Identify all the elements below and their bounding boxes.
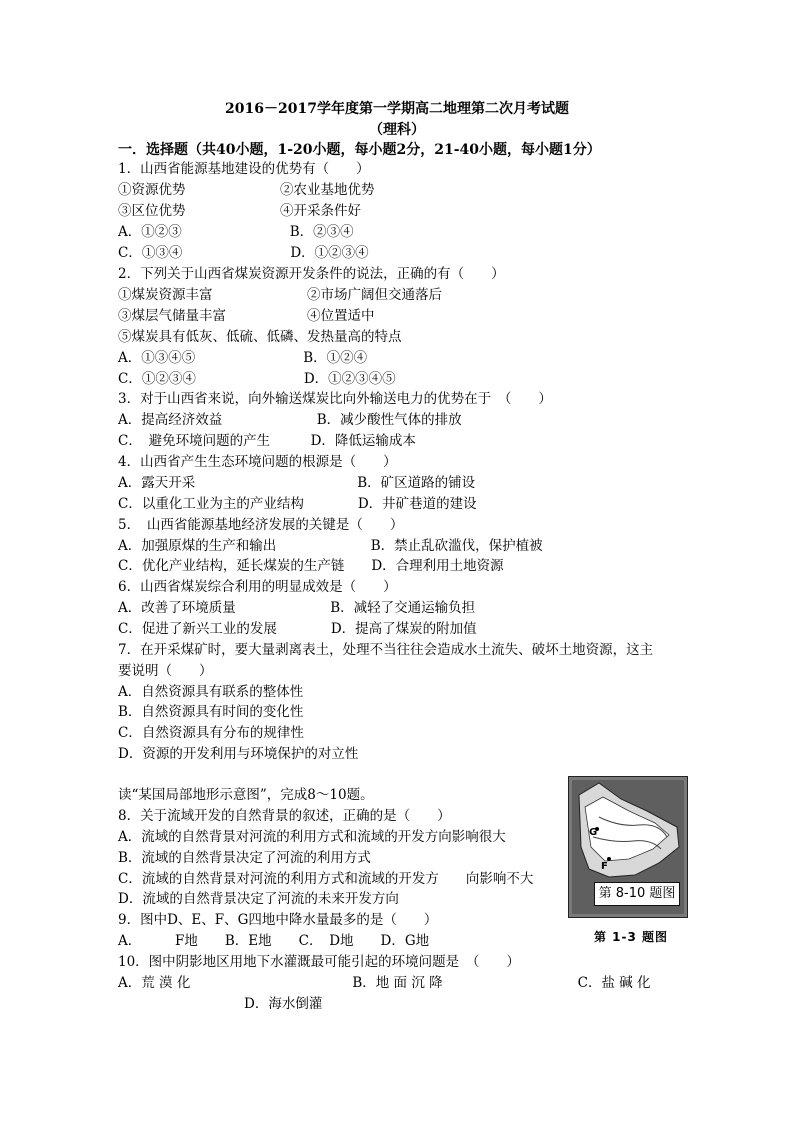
answer-line: C．以重化工业为主的产业结构 D．井矿巷道的建设 xyxy=(118,496,477,512)
question-7: 7．在开采煤矿时，要大量剥离表土，处理不当往往会造成水土流失、破坏土地资源，这主 xyxy=(118,642,654,658)
section-heading: 一．选择题（共40小题，1-20小题，每小题2分，21-40小题，每小题1分） xyxy=(118,142,601,158)
answer-line: B．流域的自然背景决定了河流的利用方式 xyxy=(118,850,371,866)
question-2: 2．下列关于山西省煤炭资源开发条件的说法，正确的有（ ） xyxy=(118,266,505,282)
question-9: 9．图中D、E、F、G四地中降水量最多的是（ ） xyxy=(118,912,438,928)
answer-line: A．①③④⑤ B．①②④ xyxy=(118,350,368,366)
answer-line: A．露天开采 B．矿区道路的铺设 xyxy=(118,475,476,491)
answer-line: C． 避免环境问题的产生 D．降低运输成本 xyxy=(118,433,416,449)
answer-line: D．海水倒灌 xyxy=(244,996,323,1012)
answer-line: C．流域的自然背景对河流的利用方式和流域的开发方 向影响不大 xyxy=(118,871,534,887)
page-title: 2016－2017学年度第一学期高二地理第二次月考试题 xyxy=(225,101,569,117)
question-1: 1．山西省能源基地建设的优势有（ ） xyxy=(118,161,370,177)
point-label-f: F xyxy=(601,861,608,872)
answer-line: C．优化产业结构，延长煤炭的生产链 D．合理利用土地资源 xyxy=(118,558,504,574)
reading-instruction: 读“某国局部地形示意图”，完成8～10题。 xyxy=(118,787,374,803)
option-line: ①资源优势 ②农业基地优势 xyxy=(118,182,375,198)
answer-line: A．自然资源具有联系的整体性 xyxy=(118,684,304,700)
option-line: ①煤炭资源丰富 ②市场广阔但交通落后 xyxy=(118,287,442,303)
answer-line: A．改善了环境质量 B．减轻了交通运输负担 xyxy=(118,600,476,616)
question-8: 8．关于流域开发的自然背景的叙述，正确的是（ ） xyxy=(118,808,451,824)
point-label-g: G xyxy=(589,827,598,838)
option-line: ③煤层气储量丰富 ④位置适中 xyxy=(118,308,375,324)
answer-line: B．自然资源具有时间的变化性 xyxy=(118,704,304,720)
figure-sub-caption: 第 1-3 题图 xyxy=(594,930,669,944)
answer-line: C．自然资源具有分布的规律性 xyxy=(118,725,304,741)
answer-line: C．①③④ D．①②③④ xyxy=(118,245,369,261)
answer-line: A．流域的自然背景对河流的利用方式和流域的开发方向影响很大 xyxy=(118,829,506,845)
answer-line: A．荒 漠 化 B．地 面 沉 降 C．盐 碱 化 xyxy=(118,975,651,991)
question-7-cont: 要说明（ ） xyxy=(118,663,213,679)
answer-line: D．资源的开发利用与环境保护的对立性 xyxy=(118,746,359,762)
answer-line: A．提高经济效益 B．减少酸性气体的排放 xyxy=(118,412,462,428)
answer-line: A．加强原煤的生产和输出 B．禁止乱砍滥伐，保护植被 xyxy=(118,538,543,554)
option-line: ⑤煤炭具有低灰、低硫、低磷、发热量高的特点 xyxy=(118,329,402,345)
question-6: 6．山西省煤炭综合利用的明显成效是（ ） xyxy=(118,579,397,595)
answer-line: A． F地 B．E地 C． D地 D．G地 xyxy=(118,933,430,949)
question-10: 10．图中阴影地区用地下水灌溉最可能引起的环境问题是 （ ） xyxy=(118,954,520,970)
page-subtitle: （理科） xyxy=(369,122,425,138)
answer-line: C．促进了新兴工业的发展 D．提高了煤炭的附加值 xyxy=(118,621,477,637)
question-4: 4．山西省产生生态环境问题的根源是（ ） xyxy=(118,454,397,470)
question-3: 3．对于山西省来说，向外输送煤炭比向外输送电力的优势在于 （ ） xyxy=(118,391,552,407)
answer-line: D．流域的自然背景决定了河流的未来开发方向 xyxy=(118,891,399,907)
question-5: 5． 山西省能源基地经济发展的关键是（ ） xyxy=(118,517,404,533)
answer-line: C．①②③④ D．①②③④⑤ xyxy=(118,371,396,387)
option-line: ③区位优势 ④开采条件好 xyxy=(118,203,361,219)
figure-caption: 第 8-10 题图 xyxy=(594,882,680,906)
answer-line: A．①②③ B．②③④ xyxy=(118,224,354,240)
